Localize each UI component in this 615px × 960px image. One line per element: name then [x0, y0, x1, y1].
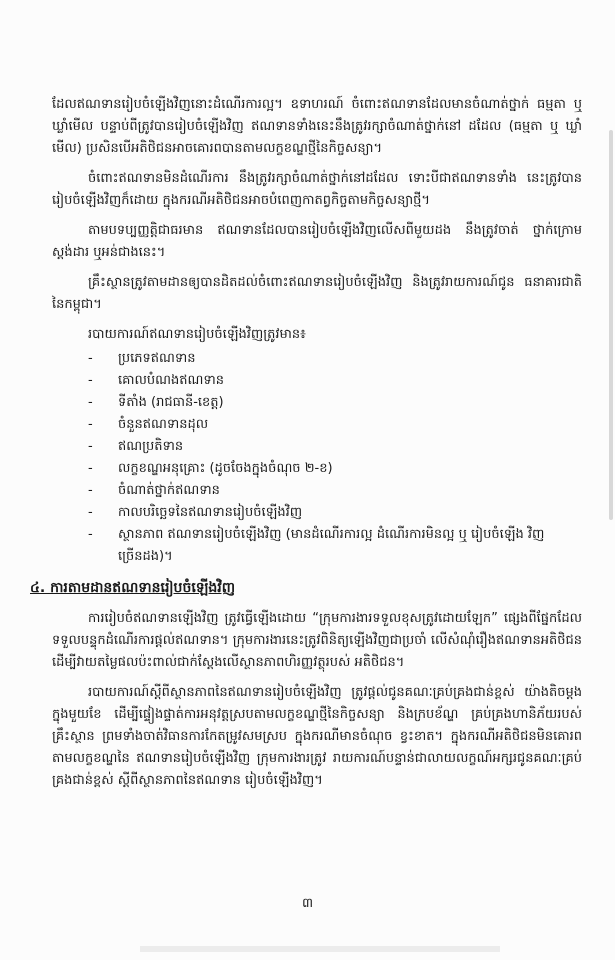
list-dash: -: [88, 395, 93, 410]
list-dash: -: [88, 351, 93, 366]
list-item: [88, 480, 582, 502]
list-item-text: គោលបំណងឥណទាន: [118, 373, 225, 388]
list-item-text: កាលបរិច្ឆេទនៃឥណទានរៀបចំឡើងវិញ: [118, 505, 303, 520]
section-paragraph-2: របាយការណ៍ស្តីពីស្ថានភាពនៃឥណទានរៀបចំឡើងវិញ ត្រូវផ្តល់ជូនគណៈគ្រប់គ្រងជាន់ខ្ពស់ យ៉ាងតិចម្តងក្នុងមួយខែ ដើម្បីផ្ទៀងផ្ទាត់ការអនុវត្តស្របតាមលក្ខខណ្ឌថ្មីនៃកិច្ចសន្យា និងក្របខ័ណ្ឌ គ្រប់គ្រងហានិភ័យរបស់គ្រឹះស្ថាន ព្រមទាំងចាត់វិធានការកែតម្រូវសមស្រប ក្នុងករណីមានចំណុច ខ្វះខាត។ ក្នុងករណីអតិថិជនមិនគោរពតាមលក្ខខណ្ឌនៃ ឥណទានរៀបចំឡើងវិញ ក្រុមការងារត្រូវ រាយការណ៍បន្ទាន់ជាលាយលក្ខណ៍អក្សរជូនគណៈគ្រប់គ្រងជាន់ខ្ពស់ ស្តីពីស្ថានភាពនៃឥណទាន រៀបចំឡើងវិញ។: [52, 685, 582, 788]
list-item: [88, 392, 582, 414]
list-dash: -: [88, 483, 93, 498]
section-heading: ៤. ការតាមដានឥណទានរៀបចំឡើងវិញ: [30, 580, 236, 596]
list-item-text: ចំនួនឥណទានដុល: [118, 417, 209, 432]
list-dash: -: [88, 439, 93, 454]
page-number: ៣: [301, 896, 314, 911]
page-content: [30, 94, 582, 800]
list-item: [88, 414, 582, 436]
list-item-text: ចំណាត់ថ្នាក់ឥណទាន: [118, 483, 220, 498]
list-item: [88, 348, 582, 370]
list-item: [88, 436, 582, 458]
report-requirements-list: [52, 348, 582, 568]
list-item-text: ស្ថានភាព ឥណទានរៀបចំឡើងវិញ (មានដំណើរការល្អ ដំណើរការមិនល្អ ឬ រៀបចំឡើង វិញច្រើនដង)។: [118, 527, 545, 564]
paragraph-2: ចំពោះឥណទានមិនដំណើរការ នឹងត្រូវរក្សាចំណាត់ថ្នាក់នៅដដែល ទោះបីជាឥណទានទាំង នេះត្រូវបានរៀបចំឡើងវិញក៏ដោយ ក្នុងករណីអតិថិជនអាចបំពេញកាតព្វកិច្ចតាមកិច្ចសន្យាថ្មី។: [52, 171, 582, 208]
paragraph-4: គ្រឹះស្ថានត្រូវតាមដានឲ្យបានដិតដល់ចំពោះឥណទានរៀបចំឡើងវិញ និងត្រូវរាយការណ៍ជូន ធនាគារជាតិនៃកម្ពុជា។: [52, 275, 582, 312]
list-item-text: ប្រភេទឥណទាន: [118, 351, 196, 366]
list-item: [88, 502, 582, 524]
list-dash: -: [88, 373, 93, 388]
section-paragraph-1: ការរៀបចំឥណទានឡើងវិញ ត្រូវធ្វើឡើងដោយ “ក្រុមការងារទទួលខុសត្រូវដោយឡែក” ផ្សេងពីផ្នែកដែលទទួលបន្ទុកដំណើរការផ្តល់ឥណទាន។ ក្រុមការងារនេះត្រូវពិនិត្យឡើងវិញជាប្រចាំ លើសំណុំរឿងឥណទានអតិថិជន ដើម្បីវាយតម្លៃផលប៉ះពាល់ជាក់ស្តែងលើស្ថានភាពហិរញ្ញវត្ថុរបស់ អតិថិជន។: [52, 611, 582, 670]
paragraph-1: ដែលឥណទានរៀបចំឡើងវិញនោះដំណើរការល្អ។ ឧទាហរណ៍ ចំពោះឥណទានដែលមានចំណាត់ថ្នាក់ ធម្មតា ឬ ឃ្លាំមើល បន្ទាប់ពីត្រូវបានរៀបចំឡើងវិញ ឥណទានទាំងនេះនឹងត្រូវរក្សាចំណាត់ថ្នាក់នៅ ដដែល (ធម្មតា ឬ ឃ្លាំមើល) ប្រសិនបើអតិថិជនអាចគោរពបានតាមលក្ខខណ្ឌថ្មីនៃកិច្ចសន្យា។: [52, 97, 582, 156]
page-bottom-edge: [140, 946, 500, 952]
list-dash: -: [88, 527, 93, 542]
list-dash: -: [88, 505, 93, 520]
list-item: [88, 458, 582, 480]
list-item: [88, 370, 582, 392]
list-item-text: ឥណប្រតិទាន: [118, 439, 184, 454]
scrollbar-thumb[interactable]: [609, 130, 613, 520]
list-dash: -: [88, 461, 93, 476]
list-item: [88, 524, 582, 568]
list-item-text: ទីតាំង (រាជធានី-ខេត្ត): [118, 395, 224, 410]
report-list-intro: របាយការណ៍ឥណទានរៀបចំឡើងវិញត្រូវមាន៖: [88, 327, 306, 342]
paragraph-3: តាមបទប្បញ្ញត្តិជាធរមាន ឥណទានដែលបានរៀបចំឡើងវិញលើសពីមួយដង នឹងត្រូវចាត់ ថ្នាក់ក្រោមស្តង់ដារ ឬអន់ជាងនេះ។: [52, 223, 582, 260]
list-dash: -: [88, 417, 93, 432]
list-item-text: លក្ខខណ្ឌអនុគ្រោះ (ដូចចែងក្នុងចំណុច ២-ខ): [118, 461, 333, 476]
